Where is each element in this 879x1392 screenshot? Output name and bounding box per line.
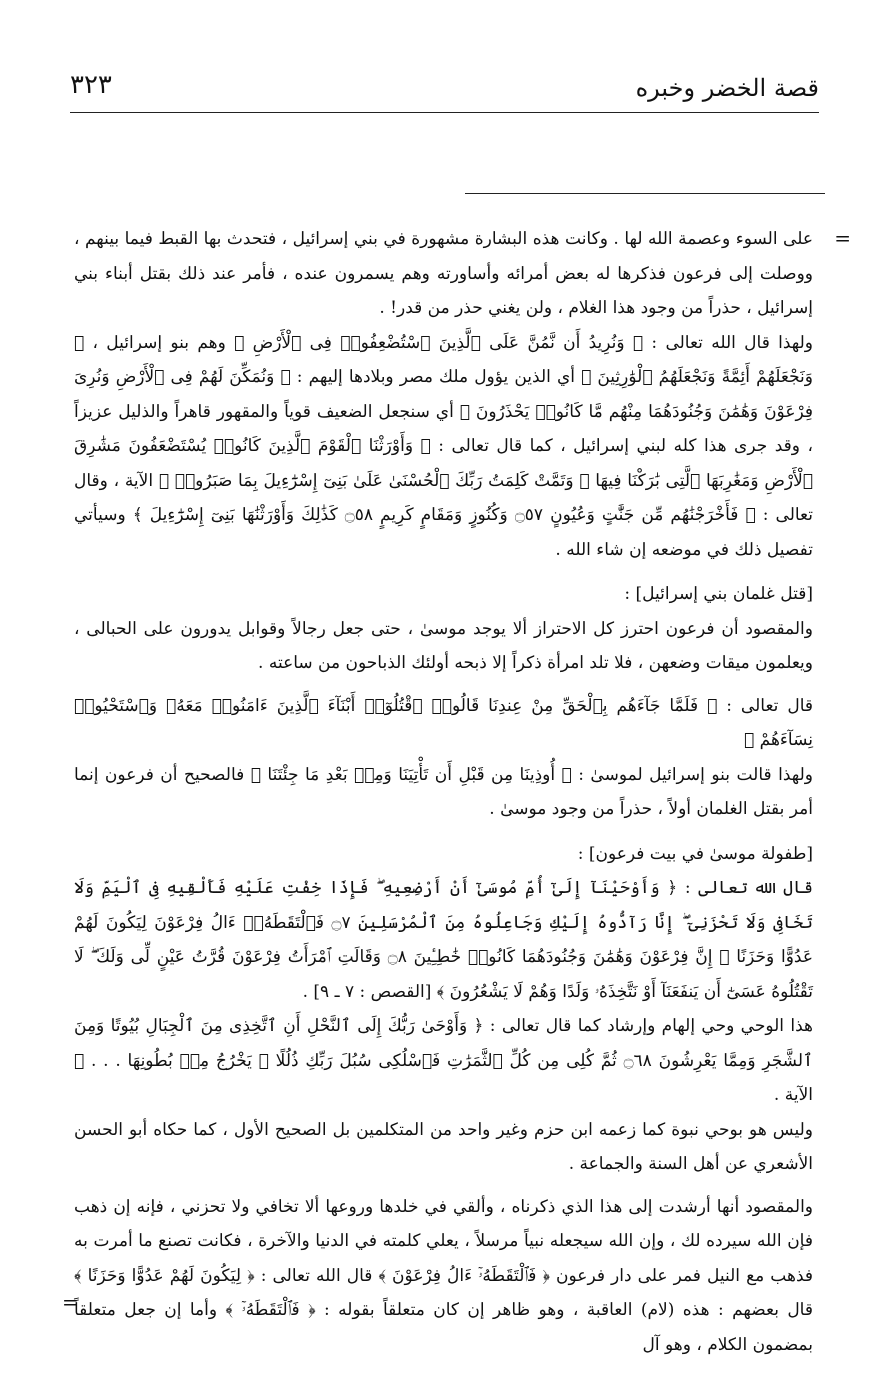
paragraph: هذا الوحي وحي إلهام وإرشاد كما قال تعالى : ﴿ وَأَوْحَىٰ رَبُّكَ إِلَى ٱلنَّحْلِ أَنِ ٱتَّخِذِى مِنَ ٱلْجِبَالِ بُيُوتًا وَمِنَ ٱلشَّجَرِ وَمِمَّا يَعْرِشُونَ ۝٦٨ ثُمَّ كُلِى مِن كُلِّ ٱلثَّمَرَٰتِ فَٱسْلُكِى سُبُلَ رَبِّكِ ذُلُلًا ۚ يَخْرُجُ مِنۢ بُطُونِهَا . . . ﴾ الآية . [74,1016,813,1105]
header-rule [70,112,819,113]
paragraph: على السوء وعصمة الله لها . وكانت هذه البشارة مشهورة في بني إسرائيل ، فتحدث بها القبط فيما بينهم ، ووصلت إلى فرعون فذكرها له بعض أمرائه وأساورته وهم يسمرون عنده ، فأمر عند ذلك بقتل أبناء بني إسرائيل ، حذراً من وجود هذا الغلام ، ولن يغني حذر من قدر! . [74,229,813,318]
running-header [70,70,819,110]
continuation-mark-bottom: = [62,1290,79,1314]
footnote-separator-rule [465,193,825,194]
page-number: ٣٢٣ [70,70,112,100]
continuation-mark-top: = [834,226,851,250]
page-body [74,222,813,1355]
section-heading-killing-boys: [قتل غلمان بني إسرائيل] : [624,584,813,604]
paragraph: ولهذا قال الله تعالى : ﴿ وَنُرِيدُ أَن نَّمُنَّ عَلَى ٱلَّذِينَ ٱسْتُضْعِفُوا۟ فِى ٱلْأَرْضِ ﴾ وهم بنو إسرائيل ، ﴿ وَنَجْعَلَهُمْ أَئِمَّةً وَنَجْعَلَهُمُ ٱلْوَٰرِثِينَ ﴾ أي الذين يؤول ملك مصر وبلادها إليهم : ﴿ وَنُمَكِّنَ لَهُمْ فِى ٱلْأَرْضِ وَنُرِىَ فِرْعَوْنَ وَهَٰمَٰنَ وَجُنُودَهُمَا مِنْهُم مَّا كَانُوا۟ يَحْذَرُونَ ﴾ أي سنجعل الضعيف قوياً والمقهور قاهراً والذليل عزيزاً ، وقد جرى هذا كله لبني إسرائيل ، كما قال تعالى : ﴿ وَأَوْرَثْنَا ٱلْقَوْمَ ٱلَّذِينَ كَانُوا۟ يُسْتَضْعَفُونَ مَشَٰرِقَ ٱلْأَرْضِ وَمَغَٰرِبَهَا ٱلَّتِى بَٰرَكْنَا فِيهَا ۖ وَتَمَّتْ كَلِمَتُ رَبِّكَ ٱلْحُسْنَىٰ عَلَىٰ بَنِىٓ إِسْرَٰٓءِيلَ بِمَا صَبَرُوا۟ ﴾ الآية ، وقال تعالى : ﴿ فَأَخْرَجْنَٰهُم مِّن جَنَّٰتٍ وَعُيُونٍ ۝٥٧ وَكُنُوزٍ وَمَقَامٍ كَرِيمٍ ۝٥٨ كَذَٰلِكَ وَأَوْرَثْنَٰهَا بَنِىٓ إِسْرَٰٓءِيلَ ﴾ وسيأتي تفصيل ذلك في موضعه إن شاء الله . [74,332,813,560]
section-heading-moses-childhood: [طفولة موسىٰ في بيت فرعون] : [577,843,813,864]
paragraph: وليس هو بوحي نبوة كما زعمه ابن حزم وغير واحد من المتكلمين بل الصحيح الأول ، كما حكاه أبو الحسن الأشعري عن أهل السنة والجماعة . [74,1119,813,1174]
paragraph: قال تعالى : ﴿ فَلَمَّا جَآءَهُم بِٱلْحَقِّ مِنْ عِندِنَا قَالُوا۟ ٱقْتُلُوٓا۟ أَبْنَآءَ ٱلَّذِينَ ءَامَنُوا۟ مَعَهُۥ وَٱسْتَحْيُوا۟ نِسَآءَهُمْ ﴾ [74,695,813,750]
paragraph: والمقصود أن فرعون احترز كل الاحتراز ألا يوجد موسىٰ ، حتى جعل رجالاً وقوابل يدورون على الحبالى ، ويعلمون ميقات وضعهن ، فلا تلد امرأة ذكراً إلا ذبحه أولئك الذباحون من ساعته . [74,618,813,673]
paragraph: ولهذا قالت بنو إسرائيل لموسىٰ : ﴿ أُوذِينَا مِن قَبْلِ أَن تَأْتِيَنَا وَمِنۢ بَعْدِ مَا جِئْتَنَا ﴾ فالصحيح أن فرعون إنما أمر بقتل الغلمان أولاً ، حذراً من وجود موسىٰ . [74,764,813,819]
paragraph: والمقصود أنها أرشدت إلى هذا الذي ذكرناه ، وألقي في خلدها وروعها ألا تخافي ولا تحزني ، فإنه إن ذهب فإن الله سيرده لك ، وإن الله سيجعله نبياً مرسلاً ، يعلي كلمته في الدنيا والآخرة ، فكانت تصنع ما أمرت به فذهب مع النيل فمر على دار فرعون ﴿ فَٱلْتَقَطَهُۥٓ ءَالُ فِرْعَوْنَ ﴾ قال الله تعالى : ﴿ لِيَكُونَ لَهُمْ عَدُوًّا وَحَزَنًا ﴾ قال بعضهم : هذه (لام) العاقبة ، وهو ظاهر إن كان متعلقاً بقوله : ﴿ فَٱلْتَقَطَهُۥٓ ﴾ وأما إن جعل متعلقاً بمضمون الكلام ، وهو آل [74,1196,813,1355]
header-title: قصة الخضر وخبره [635,74,819,102]
paragraph: قال الله تعالى : ﴿ وَأَوْحَيْنَآ إِلَىٰٓ أُمِّ مُوسَىٰٓ أَنْ أَرْضِعِيهِ ۖ فَإِذَا خِفْتِ عَلَيْهِ فَأَلْقِيهِ فِى ٱلْيَمِّ وَلَا تَخَافِى وَلَا تَحْزَنِىٓ ۖ إِنَّا رَآدُّوهُ إِلَيْكِ وَجَاعِلُوهُ مِنَ ٱلْمُرْسَلِينَ ۝٧ فَٱلْتَقَطَهُۥٓ ءَالُ فِرْعَوْنَ لِيَكُونَ لَهُمْ عَدُوًّا وَحَزَنًا ۗ إِنَّ فِرْعَوْنَ وَهَٰمَٰنَ وَجُنُودَهُمَا كَانُوا۟ خَٰطِـِٔينَ ۝٨ وَقَالَتِ ٱمْرَأَتُ فِرْعَوْنَ قُرَّتُ عَيْنٍ لِّى وَلَكَ ۖ لَا تَقْتُلُوهُ عَسَىٰٓ أَن يَنفَعَنَآ أَوْ نَتَّخِذَهُۥ وَلَدًا وَهُمْ لَا يَشْعُرُونَ ﴾ [القصص : ٧ ـ ٩] . [74,878,813,1002]
